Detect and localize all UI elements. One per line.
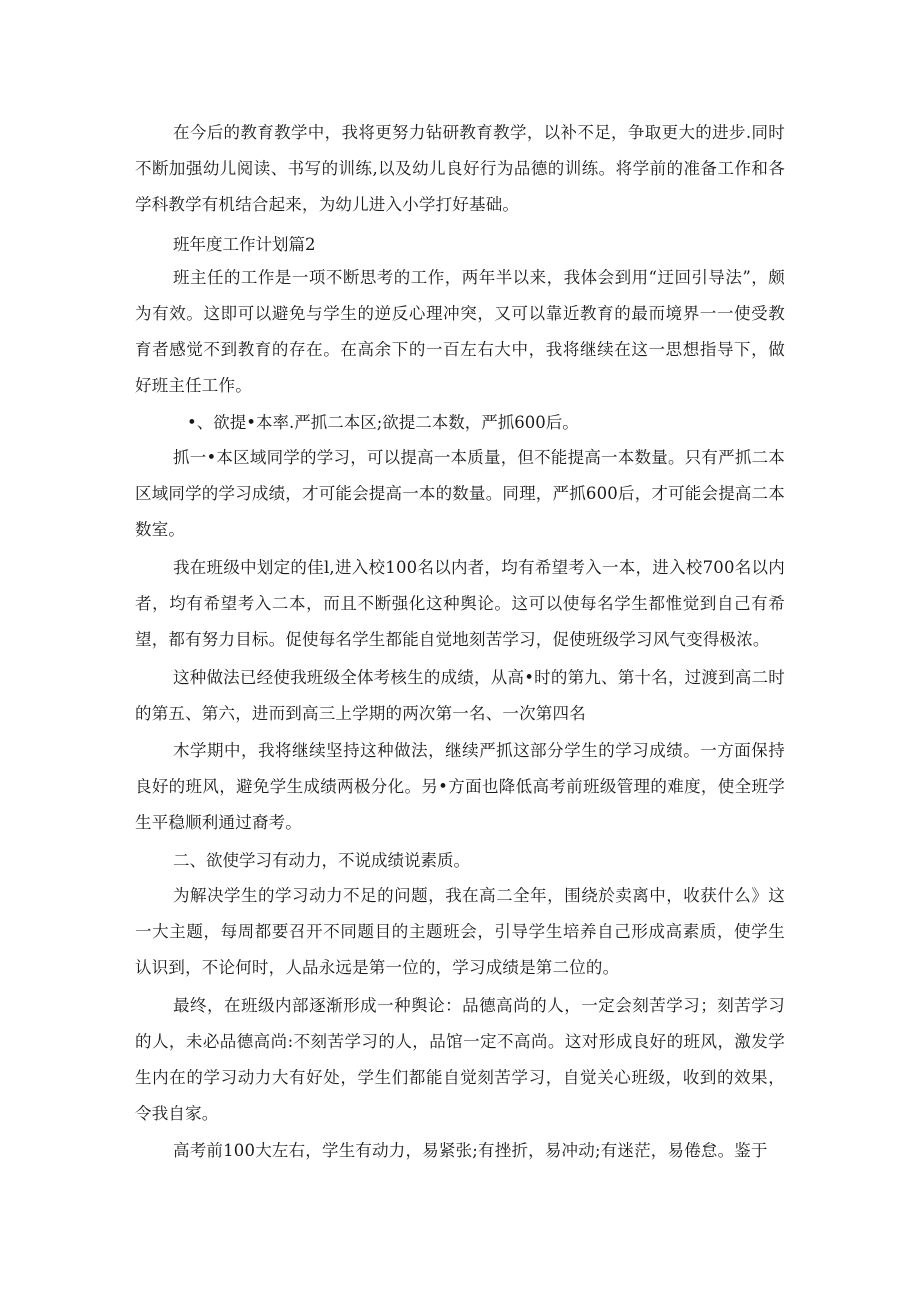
paragraph-class-opinion: 最终，在班级内部逐渐形成一种舆论：品德高尚的人，一定会刻苦学习；刻苦学习的人，未必品德高尚:不刻苦学习的人，品馆一定不高尚。这对形成良好的班风，激发学生内在的学习动力大有好处，学生们都能自觉刻苦学习，自觉关心班级，收到的效果，令我自家。: [135, 996, 785, 1123]
paragraph-intro: 在今后的教育教学中，我将更努力钻研教育教学，以补不足，争取更大的进步.同时不断加强幼儿阅读、书写的训练,以及幼儿良好行为品德的训练。将学前的准备工作和各学科教学有机结合起来，为幼儿进入小学打好基础。: [135, 123, 785, 214]
paragraph-class-ranking: 我在班级中划定的佳l,进入校100名以内者，均有希望考入一本，进入校700名以内者，均有希望考入二本，而且不断强化这种舆论。这可以使每名学生都惟觉到自己有希望，都有努力目标。促使每名学生都能自觉地刻苦学习，促使班级学习风气变得极浓。: [135, 558, 785, 649]
paragraph-before-exam: 高考前100大左右，学生有动力，易紧张;有挫折，易冲动;有迷茫，易倦怠。鉴于: [173, 1141, 768, 1160]
section-heading-motivation: 二、欲使学习有动力，不说成绩说素质。: [173, 851, 470, 870]
paragraph-circuitous-guidance: 班主任的工作是一项不断思考的工作，两年半以来，我体会到用“迂回引导法”，颇为有效。这即可以避免与学生的逆反心理冲突，又可以靠近教育的最而境界一一使受教育者感觉不到教育的存在。在高余下的一百左右大中，我将继续在这一思想指导下，做好班主任工作。: [135, 268, 785, 395]
paragraph-results: 这种做法已经使我班级全体考核生的成绩，从高•时的第九、第十名，过渡到高二时的第五、第六，进而到高三上学期的两次第一名、一次第四名: [135, 668, 785, 723]
paragraph-first-tier: 抓一•本区域同学的学习，可以提高一本质量，但不能提高一本数量。只有严抓二本区域同学的学习成绩，才可能会提高一本的数量。同理，严抓600后，才可能会提高二本数室。: [135, 448, 785, 539]
paragraph-this-semester: 木学期中，我将继续坚持这种做法，继续严抓这部分学生的学习成绩。一方面保持良好的班风，避免学生成绩两极分化。另•方面也降低高考前班级管理的难度，使全班学生平稳顺利通过裔考。: [135, 741, 785, 832]
paragraph-motivation: 为解决学生的学习动力不足的问题，我在高二全年，围绕於卖离中，收获什么》这一大主题，每周都要召开不同题目的主题班会，引导学生培养自己形成高素质，使学生认识到，不论何时，人品永远是第一位的，学习成绩是第二位的。: [135, 886, 785, 977]
section-heading-2: 班年度工作计划篇2: [173, 235, 316, 254]
bullet-item-one: •、欲提•本率.严抓二本区;欲提二本数，严抓600后。: [187, 413, 579, 432]
